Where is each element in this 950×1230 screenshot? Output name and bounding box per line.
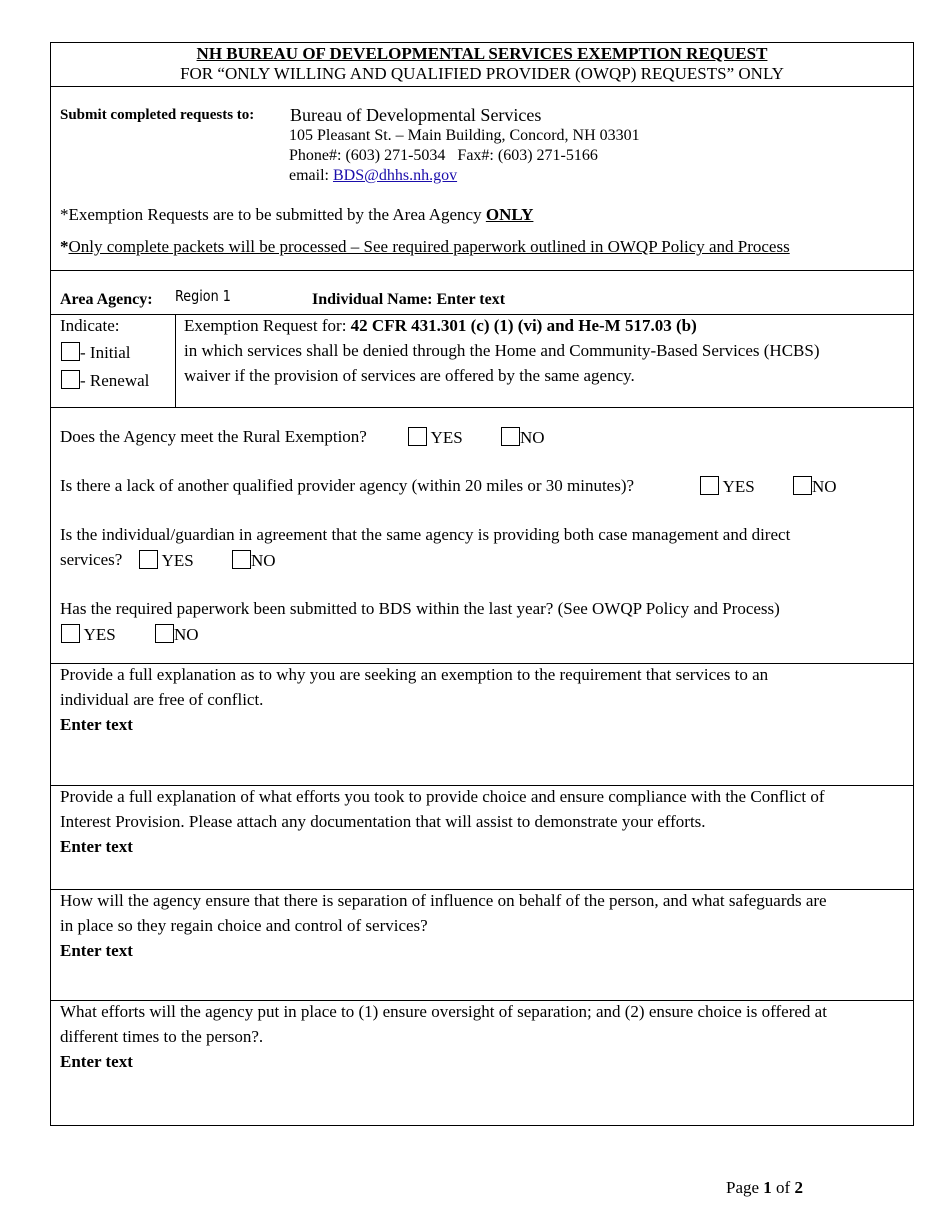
submit-address: 105 Pleasant St. – Main Building, Concord, NH 03301 xyxy=(289,127,640,144)
section-3-prompt-1: How will the agency ensure that there is separation of influence on behalf of the person, and what safeguards are xyxy=(60,891,827,910)
paperwork-yes-option[interactable] xyxy=(61,624,116,645)
no-label: NO xyxy=(174,625,199,644)
note-complete-packets xyxy=(60,237,790,257)
section-1-prompt-2: individual are free of conflict. xyxy=(60,690,264,709)
question-guardian-agreement: Is the individual/guardian in agreement that the same agency is providing both case management and direct xyxy=(60,525,791,544)
section-3-prompt-2: in place so they regain choice and control of services? xyxy=(60,916,428,935)
renewal-option[interactable] xyxy=(61,370,149,391)
no-label: NO xyxy=(520,428,545,447)
of-word: of xyxy=(776,1178,791,1197)
rural-no-option[interactable] xyxy=(501,427,545,448)
initial-label: - Initial xyxy=(80,343,131,362)
exemption-request-for xyxy=(184,316,697,336)
agreement-yes-checkbox[interactable] xyxy=(139,550,158,569)
explanation-section-1 xyxy=(51,664,913,786)
no-label: NO xyxy=(251,551,276,570)
form-subtitle: FOR “ONLY WILLING AND QUALIFIED PROVIDER (OWQP) REQUESTS” ONLY xyxy=(180,64,784,83)
no-label: NO xyxy=(812,477,837,496)
submit-phone-fax: Phone#: (603) 271-5034 Fax#: (603) 271-5166 xyxy=(289,147,598,164)
initial-option[interactable] xyxy=(61,342,131,363)
question-rural-exemption: Does the Agency meet the Rural Exemption? xyxy=(60,427,367,446)
submit-section xyxy=(51,87,913,271)
submit-email-line xyxy=(289,167,457,185)
yes-label: YES xyxy=(83,625,116,644)
note-area-agency-text: *Exemption Requests are to be submitted by the Area Agency xyxy=(60,205,482,224)
individual-name-field[interactable] xyxy=(312,291,505,309)
area-agency-row xyxy=(51,271,913,315)
note-only-emphasis: ONLY xyxy=(485,205,534,224)
section-2-answer-field[interactable]: Enter text xyxy=(60,837,133,856)
submit-label: Submit completed requests to: xyxy=(60,107,255,123)
area-agency-select[interactable]: Region 1 xyxy=(175,287,231,305)
question-lack-of-provider: Is there a lack of another qualified provider agency (within 20 miles or 30 minutes)? xyxy=(60,476,635,495)
exemption-request-form xyxy=(50,42,914,1126)
request-description-1: in which services shall be denied through the Home and Community-Based Services (HCBS) xyxy=(184,341,820,360)
agreement-no-checkbox[interactable] xyxy=(232,550,251,569)
form-title: NH BUREAU OF DEVELOPMENTAL SERVICES EXEMPTION REQUEST xyxy=(196,44,768,63)
individual-name-label: Individual Name: xyxy=(312,291,433,308)
page-word: Page xyxy=(726,1178,760,1197)
rural-yes-checkbox[interactable] xyxy=(408,427,427,446)
indicate-row xyxy=(51,315,913,408)
yes-label: YES xyxy=(161,551,194,570)
explanation-section-3 xyxy=(51,890,913,1001)
request-prefix: Exemption Request for: xyxy=(184,316,347,335)
form-header xyxy=(51,43,913,87)
section-1-prompt-1: Provide a full explanation as to why you are seeking an exemption to the requirement that services to an xyxy=(60,665,769,684)
rural-no-checkbox[interactable] xyxy=(501,427,520,446)
section-4-answer-field[interactable]: Enter text xyxy=(60,1052,133,1071)
paperwork-no-checkbox[interactable] xyxy=(155,624,174,643)
request-description-2: waiver if the provision of services are offered by the same agency. xyxy=(184,366,635,385)
individual-name-value[interactable]: Enter text xyxy=(436,291,506,308)
email-label: email: xyxy=(289,167,329,184)
explanation-section-2 xyxy=(51,786,913,890)
renewal-label: - Renewal xyxy=(80,371,150,390)
paperwork-yes-checkbox[interactable] xyxy=(61,624,80,643)
question-paperwork-submitted: Has the required paperwork been submitted to BDS within the last year? (See OWQP Policy and Process) xyxy=(60,599,780,618)
email-link[interactable]: BDS@dhhs.nh.gov xyxy=(332,167,458,184)
yes-label: YES xyxy=(430,428,463,447)
submit-org: Bureau of Developmental Services xyxy=(290,105,542,125)
rural-yes-option[interactable] xyxy=(408,427,463,448)
provider-no-option[interactable] xyxy=(793,476,837,497)
initial-checkbox[interactable] xyxy=(61,342,80,361)
paperwork-no-option[interactable] xyxy=(155,624,199,645)
current-page: 1 xyxy=(763,1178,772,1197)
note-complete-packets-text: Only complete packets will be processed – See required paperwork outlined in OWQP Policy and Process xyxy=(68,237,790,256)
agreement-no-option[interactable] xyxy=(232,550,276,571)
provider-yes-option[interactable] xyxy=(700,476,755,497)
area-agency-label: Area Agency: xyxy=(60,291,153,308)
section-4-prompt-1: What efforts will the agency put in place to (1) ensure oversight of separation; and (2) ensure choice is offered at xyxy=(60,1002,827,1021)
agreement-yes-option[interactable] xyxy=(139,550,194,571)
questions-section xyxy=(51,408,913,664)
indicate-label: Indicate: xyxy=(60,316,120,335)
column-divider xyxy=(175,315,176,407)
explanation-section-4 xyxy=(51,1001,913,1125)
yes-label: YES xyxy=(722,477,755,496)
section-1-answer-field[interactable]: Enter text xyxy=(60,715,133,734)
section-2-prompt-2: Interest Provision. Please attach any documentation that will assist to demonstrate your efforts. xyxy=(60,812,706,831)
provider-no-checkbox[interactable] xyxy=(793,476,812,495)
section-4-prompt-2: different times to the person?. xyxy=(60,1027,264,1046)
note-star: * xyxy=(60,237,69,256)
total-pages: 2 xyxy=(794,1178,803,1197)
section-3-answer-field[interactable]: Enter text xyxy=(60,941,133,960)
note-area-agency-only xyxy=(60,205,533,225)
page-number xyxy=(726,1178,803,1198)
renewal-checkbox[interactable] xyxy=(61,370,80,389)
question-guardian-agreement-cont: services? xyxy=(60,550,123,569)
request-regulation: 42 CFR 431.301 (c) (1) (vi) and He-M 517.03 (b) xyxy=(350,316,697,335)
section-2-prompt-1: Provide a full explanation of what efforts you took to provide choice and ensure compliance with the Conflict of xyxy=(60,787,825,806)
provider-yes-checkbox[interactable] xyxy=(700,476,719,495)
